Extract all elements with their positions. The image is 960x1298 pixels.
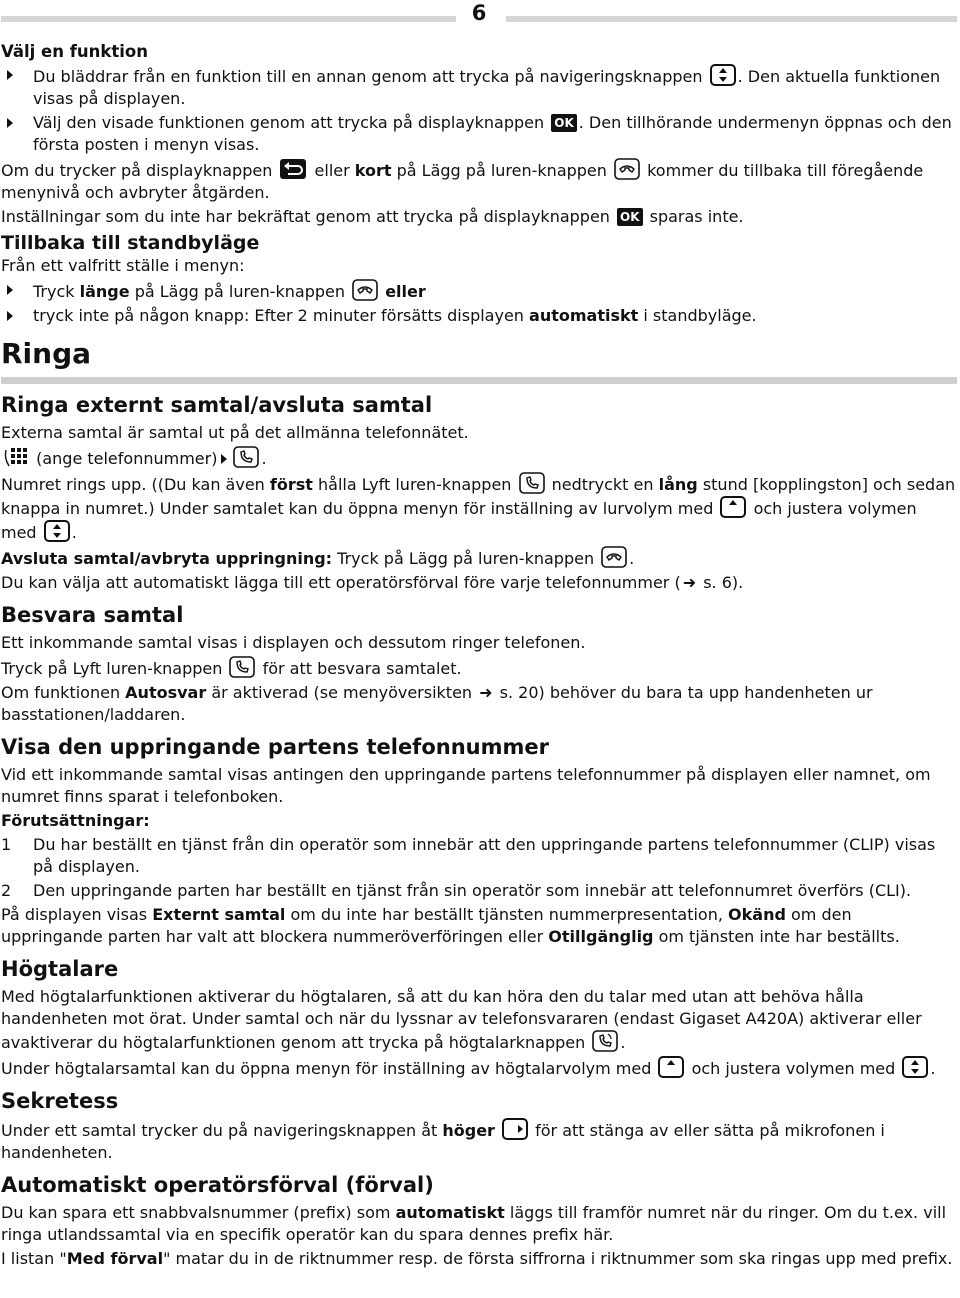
text: Avsluta samtal/avbryta uppringning: <box>1 549 333 568</box>
text: Förutsättningar: <box>1 811 150 830</box>
paragraph <box>1 1056 957 1080</box>
talk-key-icon <box>519 472 545 494</box>
text: läggs till framför numret när du ringer. Om du t.ex. vill ringa utlandssamtal via en specifik operatör kan du spara dennes prefix här. <box>1 1203 947 1244</box>
text: Du bläddrar från en funktion till en annan genom att trycka på navigeringsknappen <box>33 67 703 86</box>
paragraph: Från ett valfritt ställe i menyn: <box>1 256 245 275</box>
bullet-item <box>1 305 957 327</box>
text: . <box>930 1059 936 1078</box>
paragraph <box>1 682 957 726</box>
paragraph <box>1 1118 957 1164</box>
text: automatiskt <box>395 1203 505 1222</box>
text: Externt samtal <box>152 905 286 924</box>
text: . <box>629 549 635 568</box>
text: Du kan spara ett snabbvalsnummer (prefix) som <box>1 1203 391 1222</box>
text: kommer du tillbaka till föregående menynivå och avbryter åtgärden. <box>1 161 924 202</box>
chapter-rule <box>1 377 957 384</box>
text: . Den tillhörande undermenyn öppnas och den första posten i menyn visas. <box>33 113 952 154</box>
text: Om du trycker på displayknappen <box>1 161 273 180</box>
text: eller <box>314 161 350 180</box>
back-key-icon <box>279 158 307 180</box>
chapter-title-ringa: Ringa <box>1 337 92 370</box>
end-call-key-icon <box>614 158 640 180</box>
section-title-hogtalare: Högtalare <box>1 957 119 981</box>
page-header <box>1 0 957 36</box>
text: för att stänga av eller sätta på mikrofonen i handenheten. <box>1 1121 885 1162</box>
section-title-externt: Ringa externt samtal/avsluta samtal <box>1 393 433 417</box>
end-call-key-icon <box>601 546 627 568</box>
paragraph <box>1 206 957 228</box>
nav-key-right-icon <box>502 1118 528 1140</box>
requirements-label <box>1 810 957 832</box>
text: länge <box>79 282 130 301</box>
paragraph <box>1 986 957 1054</box>
text: stund [kopplingston] och sedan knappa in numret.) Under samtalet kan du öppna menyn för inställning av lurvolym med <box>1 475 956 518</box>
paragraph <box>1 1202 957 1246</box>
text: Autosvar <box>125 683 207 702</box>
text: . <box>620 1033 626 1052</box>
text: I listan " <box>1 1249 67 1268</box>
paragraph <box>1 904 957 948</box>
text: om den uppringande parten har valt att blockera nummeröverföringen eller <box>1 905 852 946</box>
arrow-right-icon: ➜ <box>682 573 697 592</box>
text: " matar du in de riktnummer resp. de första siffrorna i riktnummer som ska ringas upp med prefix. <box>163 1249 953 1268</box>
arrow-right-icon: ➜ <box>479 683 493 702</box>
paragraph <box>1 158 957 204</box>
text: först <box>269 475 313 494</box>
text: Med förval <box>66 1249 164 1268</box>
text: om du inte har beställt tjänsten nummerpresentation, <box>290 905 723 924</box>
paragraph <box>1 446 957 470</box>
text: i standbyläge. <box>643 306 757 325</box>
talk-key-icon <box>233 446 259 468</box>
numbered-item <box>1 834 957 878</box>
text: Välj den visade funktionen genom att trycka på displayknappen <box>33 113 545 132</box>
text: Du har beställt en tjänst från din operatör som innebär att den uppringande partens telefonnummer (CLIP) visas på displayen. <box>33 835 936 876</box>
paragraph: Ett inkommande samtal visas i displayen och dessutom ringer telefonen. <box>1 633 586 652</box>
paragraph <box>1 572 957 594</box>
text: Den uppringande parten har beställt en tjänst från sin operatör som innebär att telefonnumret överförs (CLI). <box>33 881 912 900</box>
text: om tjänsten inte har beställts. <box>658 927 900 946</box>
paragraph <box>1 1248 957 1270</box>
text: automatiskt <box>529 306 639 325</box>
text: Inställningar som du inte har bekräftat genom att trycka på displayknappen <box>1 207 610 226</box>
ok-key-icon: OK <box>551 114 577 132</box>
talk-key-icon <box>229 656 255 678</box>
manual-page <box>1 0 957 1272</box>
text: Okänd <box>728 905 786 924</box>
text: för att besvara samtalet. <box>262 659 462 678</box>
section-title-standby: Tillbaka till standbyläge <box>1 232 260 254</box>
text: Tryck på Lyft luren-knappen <box>1 659 223 678</box>
paragraph <box>1 472 957 544</box>
text: Otillgänglig <box>548 927 654 946</box>
bullet-item <box>1 64 957 110</box>
text: Tryck på Lägg på luren-knappen <box>337 549 595 568</box>
text: lång <box>658 475 698 494</box>
text: hålla Lyft luren-knappen <box>318 475 512 494</box>
nav-key-up-down-icon <box>710 64 736 86</box>
section-title-sekretess: Sekretess <box>1 1089 119 1113</box>
end-call-key-icon <box>352 279 378 301</box>
text: sparas inte. <box>649 207 744 226</box>
section-title-visa: Visa den uppringande partens telefonnummer <box>1 735 549 759</box>
text: Under ett samtal trycker du på navigeringsknappen åt <box>1 1121 438 1140</box>
text: . <box>261 449 267 468</box>
speaker-key-icon <box>592 1030 618 1052</box>
text: . Den aktuella funktionen visas på displayen. <box>33 67 941 108</box>
text: eller <box>385 282 426 301</box>
text: tryck inte på någon knapp: Efter 2 minuter försätts displayen <box>33 306 524 325</box>
item-number: 1 <box>1 835 12 854</box>
text: Tryck <box>33 282 75 301</box>
keypad-icon <box>3 446 29 468</box>
page-number: 6 <box>471 1 487 25</box>
section-title-auto: Automatiskt operatörsförval (förval) <box>1 1173 434 1197</box>
text: och justera volymen med <box>1 499 917 542</box>
nav-key-up-down-icon <box>44 520 70 542</box>
section-title-besvara: Besvara samtal <box>1 603 184 627</box>
text: på Lägg på luren-knappen <box>134 282 345 301</box>
paragraph <box>1 546 957 570</box>
text: Under högtalarsamtal kan du öppna menyn för inställning av högtalarvolym med <box>1 1059 652 1078</box>
nav-key-up-icon <box>658 1056 684 1078</box>
text: Om funktionen <box>1 683 121 702</box>
text: Med högtalarfunktionen aktiverar du högtalaren, så att du kan höra den du talar med utan att behöva hålla handenheten mot örat. Under samtal och när du lyssnar av telefonsvararen (endast Gigaset A420A) aktiverar eller avaktiverar du högtalarfunktionen genom att trycka på högtalarknappen <box>1 987 922 1052</box>
nav-key-up-down-icon <box>902 1056 928 1078</box>
text: Numret rings upp. ((Du kan även <box>1 475 265 494</box>
text: På displayen visas <box>1 905 148 924</box>
text: (ange telefonnummer) <box>36 449 218 468</box>
text: s. 6). <box>703 573 744 592</box>
paragraph: Vid ett inkommande samtal visas antingen den uppringande partens telefonnummer på displayen eller namnet, om numret finns sparat i telefonboken. <box>1 765 931 806</box>
item-number: 2 <box>1 881 12 900</box>
paragraph: Externa samtal är samtal ut på det allmänna telefonnätet. <box>1 423 469 442</box>
numbered-item <box>1 880 957 902</box>
nav-key-up-icon <box>720 496 746 518</box>
text: kort <box>354 161 392 180</box>
text: är aktiverad (se menyöversikten <box>211 683 473 702</box>
text: på Lägg på luren-knappen <box>396 161 607 180</box>
step-arrow-icon <box>221 454 227 464</box>
text: s. 20) behöver du bara ta upp handenheten ur basstationen/laddaren. <box>1 683 873 724</box>
text: Du kan välja att automatiskt lägga till ett operatörsförval före varje telefonnummer ( <box>1 573 681 592</box>
header-bar-right <box>506 16 957 22</box>
text: och justera volymen med <box>691 1059 896 1078</box>
bullet-item <box>1 279 957 303</box>
text: . <box>71 523 77 542</box>
text: nedtryckt en <box>551 475 654 494</box>
section-title-valj: Välj en funktion <box>1 42 149 61</box>
text: höger <box>442 1121 495 1140</box>
bullet-item <box>1 112 957 156</box>
paragraph <box>1 656 957 680</box>
ok-key-icon: OK <box>617 208 643 226</box>
